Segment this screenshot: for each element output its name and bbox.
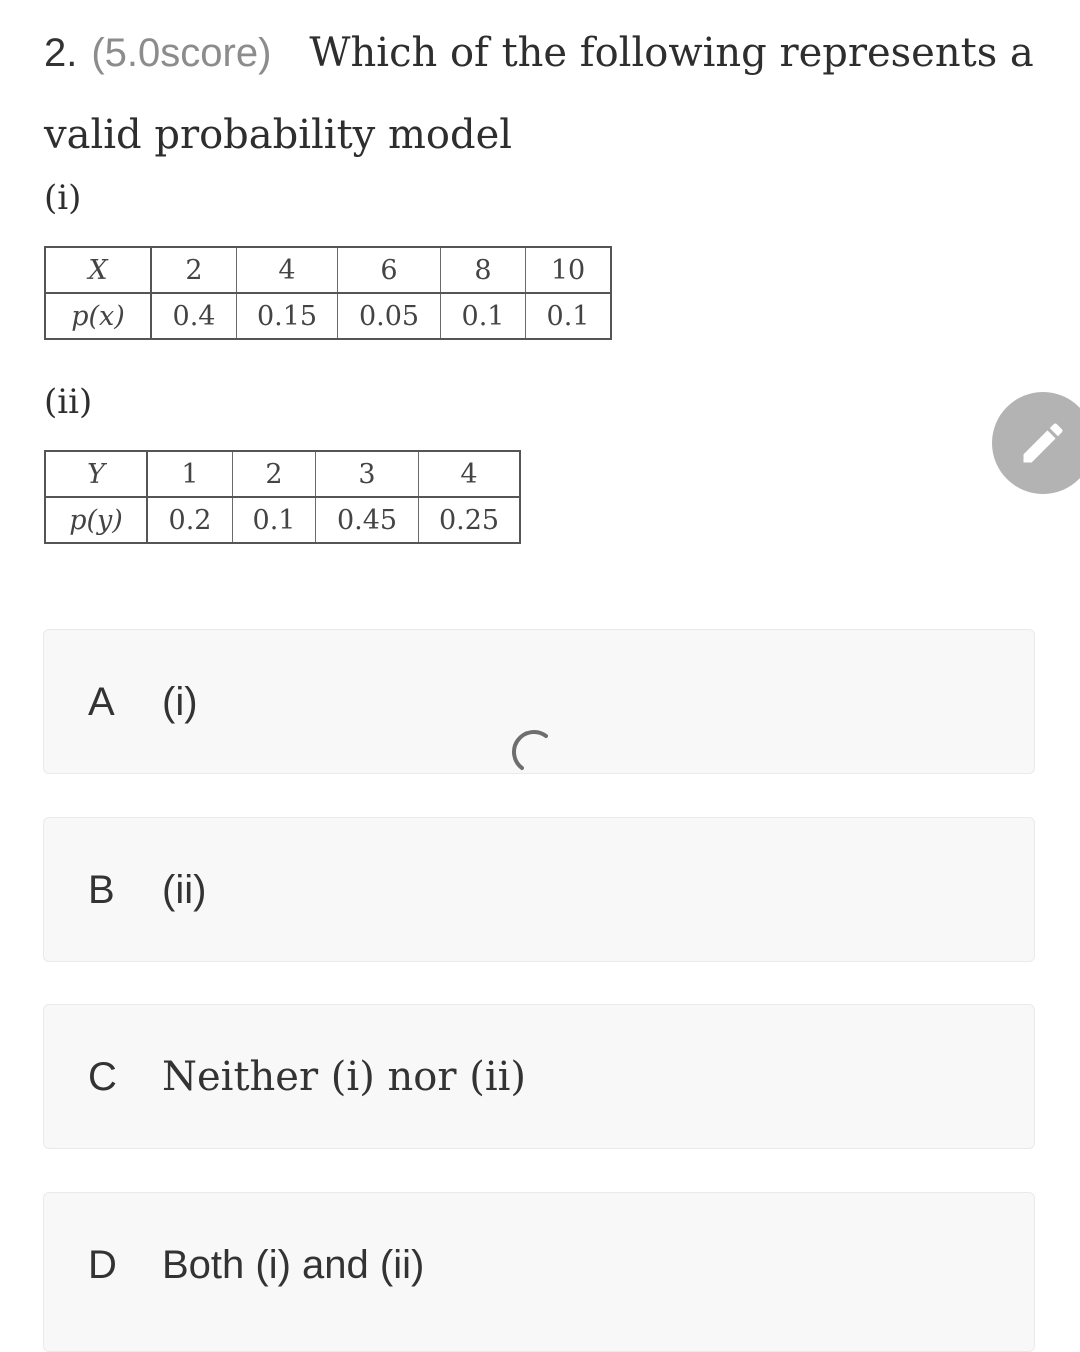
option-c[interactable] xyxy=(43,1004,1035,1149)
table-cell: 0.1 xyxy=(526,293,612,339)
question-score: (5.0score) xyxy=(91,31,272,75)
option-text: (i) xyxy=(162,680,198,724)
table-header-x: X xyxy=(45,247,151,293)
edit-button[interactable] xyxy=(992,392,1080,494)
option-b[interactable] xyxy=(43,817,1035,962)
table-cell: 4 xyxy=(237,247,338,293)
table-cell: 2 xyxy=(151,247,237,293)
table-cell: 0.2 xyxy=(147,497,233,543)
option-text: (ii) xyxy=(162,868,207,912)
table-cell: 6 xyxy=(338,247,441,293)
table-cell: 0.1 xyxy=(441,293,526,339)
option-letter: C xyxy=(88,1055,117,1099)
table-cell: 0.05 xyxy=(338,293,441,339)
table-header-py: p(y) xyxy=(45,497,147,543)
model-ii-table xyxy=(44,450,521,544)
table-header-y: Y xyxy=(45,451,147,497)
table-cell: 0.25 xyxy=(419,497,521,543)
option-text: Neither (i) nor (ii) xyxy=(162,1054,527,1100)
table-cell: 1 xyxy=(147,451,233,497)
model-i-table xyxy=(44,246,612,340)
table-row xyxy=(45,497,520,543)
option-letter: A xyxy=(88,680,115,724)
table-row xyxy=(45,451,520,497)
model-i-label: (i) xyxy=(44,178,82,218)
table-row xyxy=(45,293,611,339)
table-cell: 3 xyxy=(316,451,419,497)
table-cell: 0.45 xyxy=(316,497,419,543)
model-ii-label: (ii) xyxy=(44,382,93,422)
pencil-icon xyxy=(1017,417,1069,469)
table-cell: 0.1 xyxy=(233,497,316,543)
table-cell: 8 xyxy=(441,247,526,293)
option-letter: D xyxy=(88,1243,117,1287)
option-letter: B xyxy=(88,868,115,912)
table-row xyxy=(45,247,611,293)
question-number: 2. xyxy=(44,31,78,75)
loading-spinner-icon xyxy=(510,728,556,774)
table-cell: 0.15 xyxy=(237,293,338,339)
table-header-px: p(x) xyxy=(45,293,151,339)
question-prompt: Which of the following represents a valid probability model xyxy=(44,30,1034,158)
table-cell: 4 xyxy=(419,451,521,497)
table-cell: 0.4 xyxy=(151,293,237,339)
table-cell: 2 xyxy=(233,451,316,497)
question-text xyxy=(44,12,1044,176)
option-d[interactable] xyxy=(43,1192,1035,1352)
table-cell: 10 xyxy=(526,247,612,293)
option-text: Both (i) and (ii) xyxy=(162,1243,425,1287)
